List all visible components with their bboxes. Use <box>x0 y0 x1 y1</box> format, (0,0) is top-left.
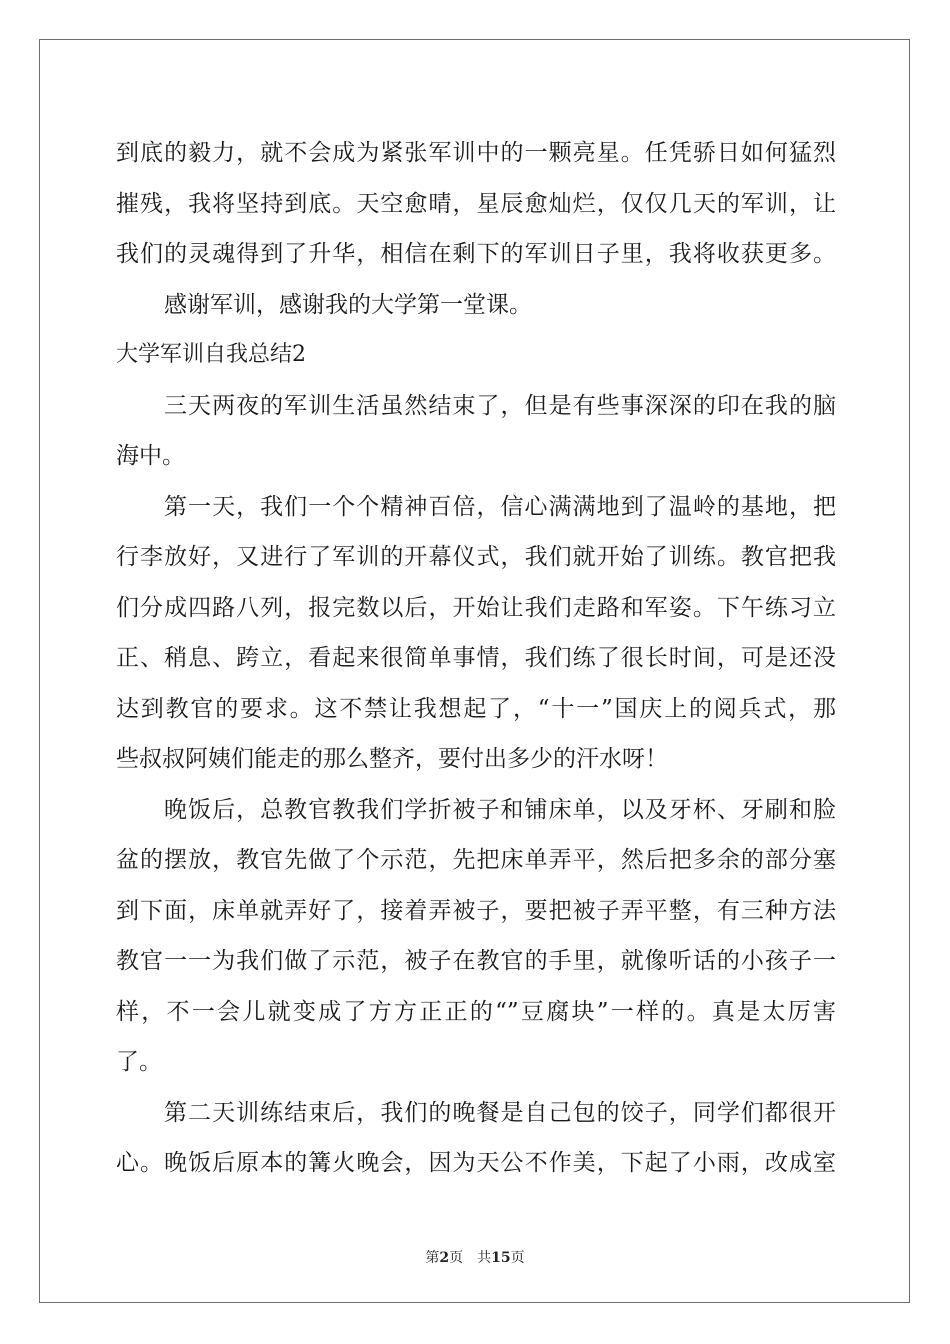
text-line-19: 了。 <box>116 1049 162 1075</box>
text-line-12: 达到教官的要求。这不禁让我想起了，“十一”国庆上的阅兵式，那 <box>116 695 836 722</box>
total-suffix: 页 <box>510 1250 525 1266</box>
text-line-6: 三天两夜的军训生活虽然结束了，但是有些事深深的印在我的脑 <box>164 392 836 419</box>
text-line-4: 感谢军训，感谢我的大学第一堂课。 <box>164 291 532 318</box>
text-line-10: 们分成四路八列，报完数以后，开始让我们走路和军姿。下午练习立 <box>116 594 836 621</box>
section-heading: 大学军训自我总结2 <box>116 342 306 367</box>
text-line-9: 行李放好，又进行了军训的开幕仪式，我们就开始了训练。教官把我 <box>116 544 836 570</box>
text-line-21: 心。晚饭后原本的篝火晚会，因为天公不作美，下起了小雨，改成室 <box>116 1150 836 1176</box>
page-total: 15 <box>491 1250 511 1266</box>
page-prefix: 第 <box>425 1250 440 1266</box>
text-line-13: 些叔叔阿姨们能走的那么整齐，要付出多少的汗水呀！ <box>116 746 668 772</box>
text-line-3: 我们的灵魂得到了升华，相信在剩下的军训日子里，我将收获更多。 <box>116 241 836 267</box>
text-line-15: 盆的摆放，教官先做了个示范，先把床单弄平，然后把多余的部分塞 <box>116 847 836 873</box>
page-footer <box>0 1247 950 1267</box>
page-suffix: 页 <box>449 1250 464 1266</box>
text-line-8: 第一天，我们一个个精神百倍，信心满满地到了温岭的基地，把 <box>164 493 836 520</box>
text-line-16: 到下面，床单就弄好了，接着弄被子，要把被子弄平整，有三种方法 <box>116 897 836 924</box>
text-line-1: 到底的毅力，就不会成为紧张军训中的一颗亮星。任凭骄日如何猛烈 <box>116 140 836 166</box>
document-body <box>116 128 836 1189</box>
page-current: 2 <box>439 1250 450 1266</box>
text-line-20: 第二天训练结束后，我们的晚餐是自己包的饺子，同学们都很开 <box>164 1099 836 1126</box>
total-prefix: 共 <box>477 1250 492 1266</box>
text-line-2: 摧残，我将坚持到底。天空愈晴，星辰愈灿烂，仅仅几天的军训，让 <box>116 190 836 217</box>
text-line-17: 教官一一为我们做了示范，被子在教官的手里，就像听话的小孩子一 <box>116 948 836 974</box>
text-line-7: 海中。 <box>116 443 185 469</box>
text-line-18: 样，不一会儿就变成了方方正正的“”豆腐块”一样的。真是太厉害 <box>116 998 836 1025</box>
text-line-11: 正、稍息、跨立，看起来很简单事情，我们练了很长时间，可是还没 <box>116 645 836 671</box>
text-line-14: 晚饭后，总教官教我们学折被子和铺床单，以及牙杯、牙刷和脸 <box>164 796 836 823</box>
